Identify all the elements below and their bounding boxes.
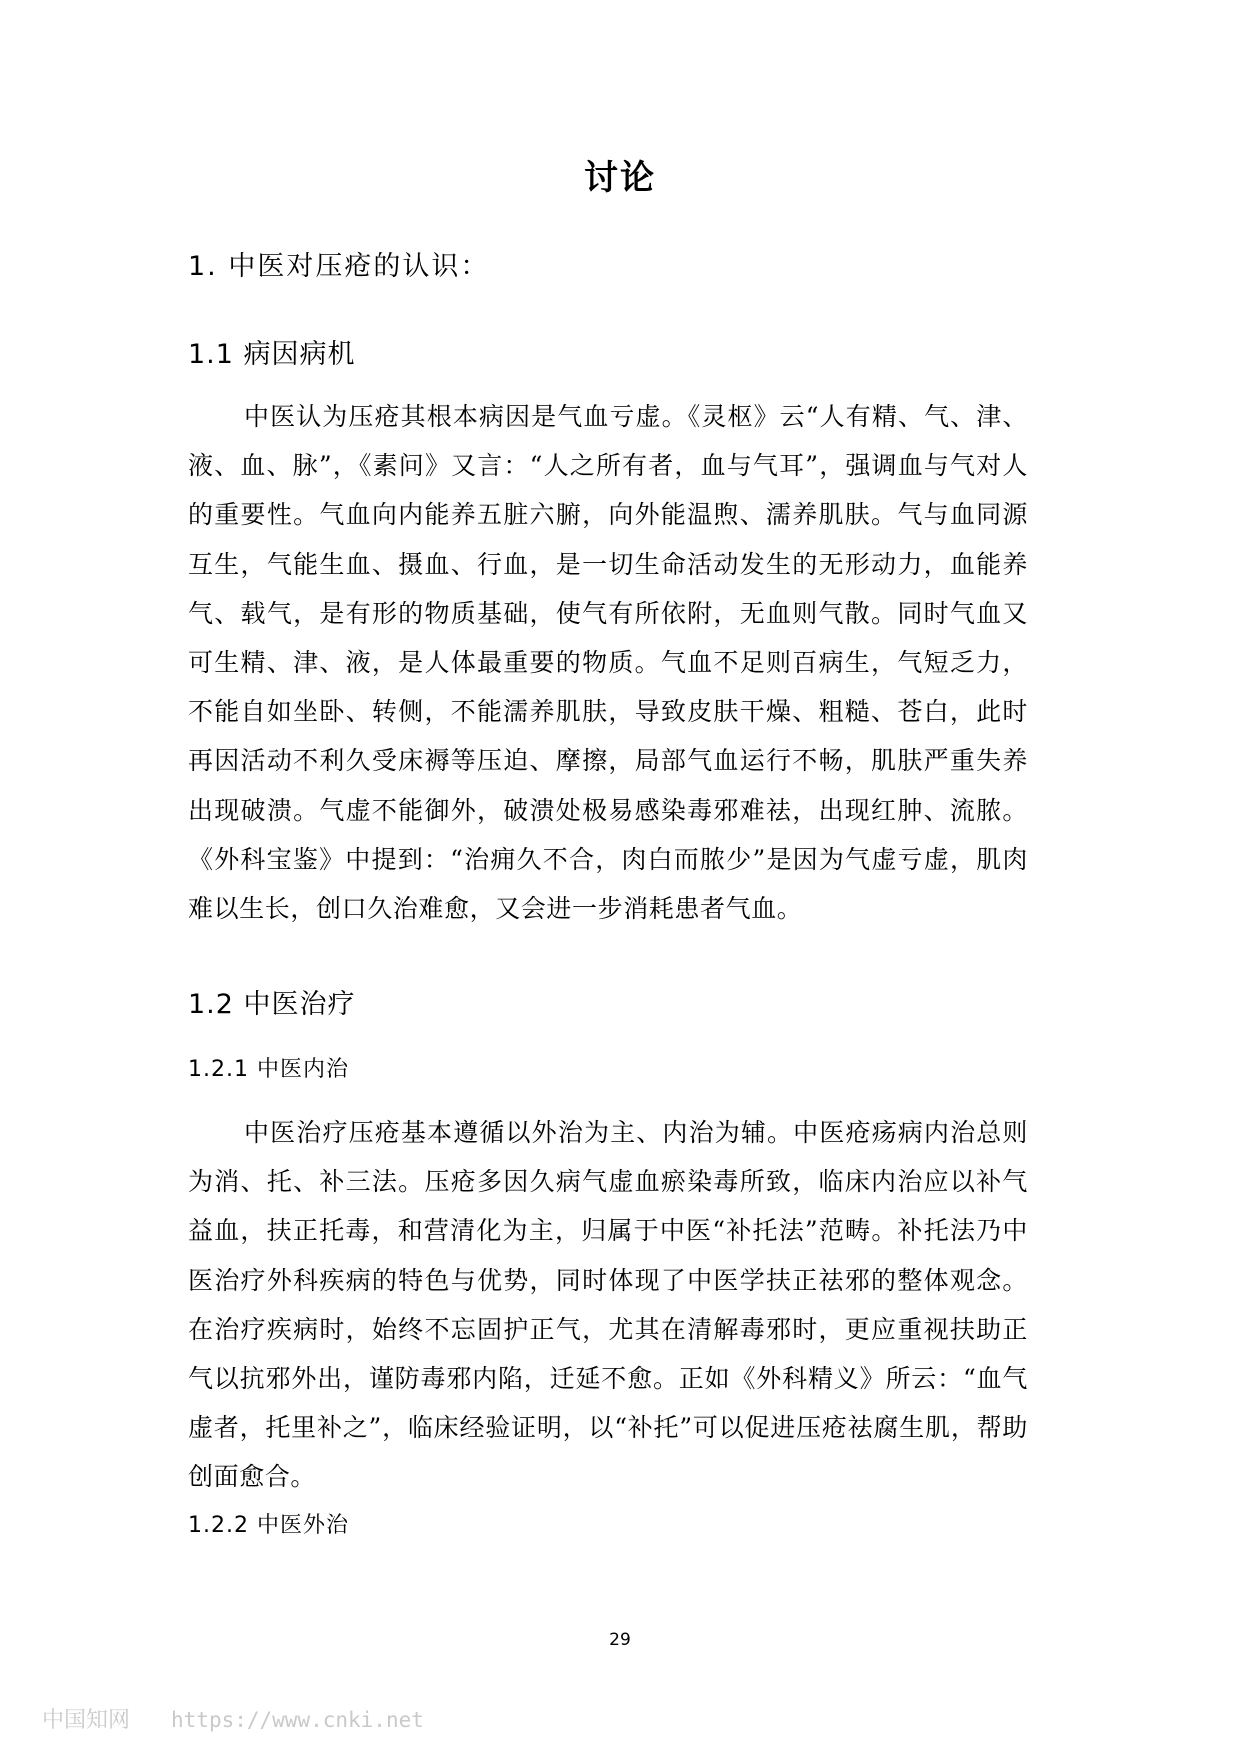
cnki-watermark	[42, 1703, 424, 1734]
watermark-brand: 中国知网	[42, 1708, 131, 1733]
section-1-1-heading: 1.1 病因病机	[188, 339, 356, 370]
section-1-1-paragraph: 中医认为压疮其根本病因是气血亏虚。《灵枢》云“人有精、气、津、液、血、脉”，《素问》又言：“人之所有者，血与气耳”，强调血与气对人的重要性。气血向内能养五脏六腑，向外能温煦、濡养肌肤。气与血同源互生，气能生血、摄血、行血，是一切生命活动发生的无形动力，血能养气、载气，是有形的物质基础，使气有所依附，无血则气散。同时气血又可生精、津、液，是人体最重要的物质。气血不足则百病生，气短乏力，不能自如坐卧、转侧，不能濡养肌肤，导致皮肤干燥、粗糙、苍白，此时再因活动不利久受床褥等压迫、摩擦，局部气血运行不畅，肌肤严重失养出现破溃。气虚不能御外，破溃处极易感染毒邪难祛，出现红肿、流脓。《外科宝鉴》中提到：“治痈久不合，肉白而脓少”是因为气虚亏虚，肌肉难以生长，创口久治难愈，又会进一步消耗患者气血。	[188, 402, 1028, 924]
section-1-2-heading: 1.2 中医治疗	[188, 989, 356, 1020]
page-number: 29	[609, 1630, 631, 1650]
page-title: 讨论	[584, 158, 656, 198]
section-1-heading: 1. 中医对压疮的认识：	[188, 251, 490, 282]
section-1-2-1-heading: 1.2.1 中医内治	[188, 1057, 349, 1082]
watermark-url: https://www.cnki.net	[171, 1708, 424, 1732]
section-1-2-2-heading: 1.2.2 中医外治	[188, 1513, 349, 1538]
section-1-2-1-paragraph: 中医治疗压疮基本遵循以外治为主、内治为辅。中医疮疡病内治总则为消、托、补三法。压疮多因久病气虚血瘀染毒所致，临床内治应以补气益血，扶正托毒，和营清化为主，归属于中医“补托法”范畴。补托法乃中医治疗外科疾病的特色与优势，同时体现了中医学扶正祛邪的整体观念。在治疗疾病时，始终不忘固护正气，尤其在清解毒邪时，更应重视扶助正气以抗邪外出，谨防毒邪内陷，迁延不愈。正如《外科精义》所云：“血气虚者，托里补之”，临床经验证明，以“补托”可以促进压疮祛腐生肌，帮助创面愈合。	[188, 1118, 1028, 1492]
